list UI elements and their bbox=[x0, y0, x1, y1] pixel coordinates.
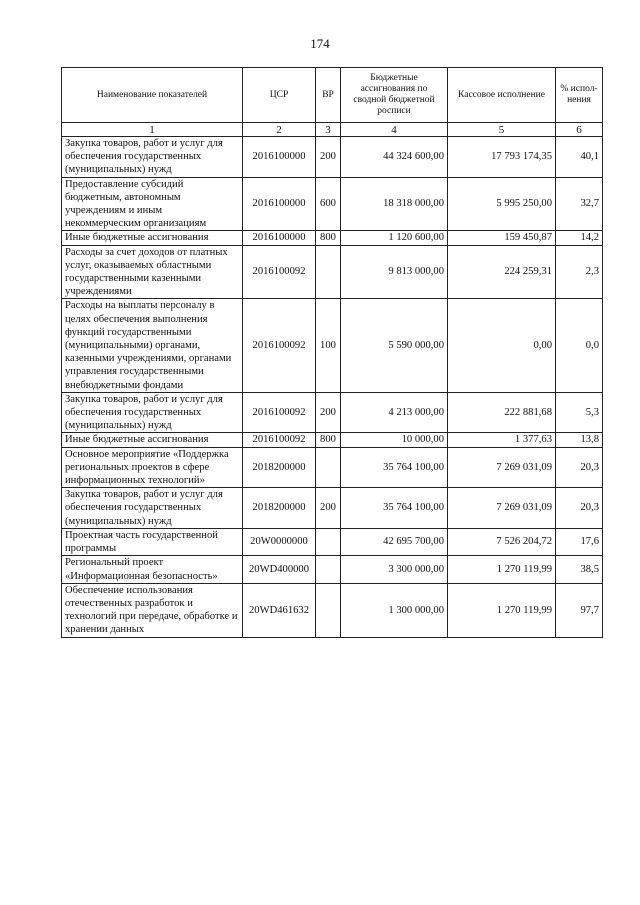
row-name-cell: Закупка товаров, работ и услуг для обеспечения государственных (муниципальных) нужд bbox=[62, 392, 243, 433]
header-percent: % испол-нения bbox=[556, 68, 603, 123]
table-row bbox=[62, 177, 603, 231]
table-row bbox=[62, 488, 603, 529]
header-vr: ВР bbox=[316, 68, 341, 123]
row-vr-cell: 200 bbox=[316, 392, 341, 433]
table-body bbox=[62, 137, 603, 638]
table-row bbox=[62, 433, 603, 447]
row-csr-cell: 20WD400000 bbox=[243, 556, 316, 583]
row-name-cell: Расходы за счет доходов от платных услуг, оказываемых областными государственными казенными учреждениями bbox=[62, 245, 243, 299]
row-vr-cell: 200 bbox=[316, 137, 341, 178]
row-budget-cell: 4 213 000,00 bbox=[341, 392, 448, 433]
row-budget-cell: 5 590 000,00 bbox=[341, 299, 448, 392]
row-vr-cell: 100 bbox=[316, 299, 341, 392]
row-cash-cell: 222 881,68 bbox=[448, 392, 556, 433]
row-csr-cell: 20WD461632 bbox=[243, 583, 316, 637]
row-vr-cell: 800 bbox=[316, 433, 341, 447]
table-row bbox=[62, 447, 603, 488]
row-percent-cell: 32,7 bbox=[556, 177, 603, 231]
row-vr-cell bbox=[316, 528, 341, 555]
row-vr-cell bbox=[316, 447, 341, 488]
row-csr-cell: 2016100092 bbox=[243, 245, 316, 299]
row-name-cell: Закупка товаров, работ и услуг для обеспечения государственных (муниципальных) нужд bbox=[62, 137, 243, 178]
row-vr-cell: 200 bbox=[316, 488, 341, 529]
row-budget-cell: 9 813 000,00 bbox=[341, 245, 448, 299]
row-percent-cell: 5,3 bbox=[556, 392, 603, 433]
row-cash-cell: 0,00 bbox=[448, 299, 556, 392]
header-cash: Кассовое исполнение bbox=[448, 68, 556, 123]
row-name-cell: Предоставление субсидий бюджетным, автономным учреждениям и иным некоммерческим организациям bbox=[62, 177, 243, 231]
row-percent-cell: 40,1 bbox=[556, 137, 603, 178]
row-csr-cell: 2016100092 bbox=[243, 433, 316, 447]
row-vr-cell bbox=[316, 556, 341, 583]
row-percent-cell: 97,7 bbox=[556, 583, 603, 637]
row-vr-cell: 600 bbox=[316, 177, 341, 231]
header-name: Наименование показателей bbox=[62, 68, 243, 123]
row-budget-cell: 1 300 000,00 bbox=[341, 583, 448, 637]
row-budget-cell: 42 695 700,00 bbox=[341, 528, 448, 555]
row-name-cell: Основное мероприятие «Поддержка региональных проектов в сфере информационных технологий» bbox=[62, 447, 243, 488]
table-row bbox=[62, 556, 603, 583]
row-name-cell: Иные бюджетные ассигнования bbox=[62, 433, 243, 447]
budget-execution-table bbox=[61, 67, 603, 638]
column-number: 1 bbox=[62, 123, 243, 137]
row-csr-cell: 2016100092 bbox=[243, 299, 316, 392]
row-name-cell: Обеспечение использования отечественных разработок и технологий при передаче, обработке и хранении данных bbox=[62, 583, 243, 637]
row-vr-cell bbox=[316, 583, 341, 637]
row-cash-cell: 7 526 204,72 bbox=[448, 528, 556, 555]
table-row bbox=[62, 245, 603, 299]
table-row bbox=[62, 231, 603, 245]
row-percent-cell: 2,3 bbox=[556, 245, 603, 299]
table-row bbox=[62, 392, 603, 433]
row-cash-cell: 1 270 119,99 bbox=[448, 583, 556, 637]
row-name-cell: Иные бюджетные ассигнования bbox=[62, 231, 243, 245]
header-budget: Бюджетные ассигнования по сводной бюджетной росписи bbox=[341, 68, 448, 123]
row-cash-cell: 17 793 174,35 bbox=[448, 137, 556, 178]
row-cash-cell: 159 450,87 bbox=[448, 231, 556, 245]
row-csr-cell: 2016100000 bbox=[243, 231, 316, 245]
row-csr-cell: 2018200000 bbox=[243, 447, 316, 488]
row-cash-cell: 1 270 119,99 bbox=[448, 556, 556, 583]
row-percent-cell: 13,8 bbox=[556, 433, 603, 447]
row-percent-cell: 38,5 bbox=[556, 556, 603, 583]
row-csr-cell: 2018200000 bbox=[243, 488, 316, 529]
row-budget-cell: 18 318 000,00 bbox=[341, 177, 448, 231]
table-row bbox=[62, 137, 603, 178]
header-csr: ЦСР bbox=[243, 68, 316, 123]
table-header-row bbox=[62, 68, 603, 123]
column-number: 4 bbox=[341, 123, 448, 137]
row-budget-cell: 35 764 100,00 bbox=[341, 447, 448, 488]
row-percent-cell: 20,3 bbox=[556, 447, 603, 488]
row-vr-cell bbox=[316, 245, 341, 299]
row-vr-cell: 800 bbox=[316, 231, 341, 245]
row-budget-cell: 1 120 600,00 bbox=[341, 231, 448, 245]
page-number: 174 bbox=[310, 36, 330, 51]
table-row bbox=[62, 299, 603, 392]
table-row bbox=[62, 528, 603, 555]
row-name-cell: Закупка товаров, работ и услуг для обеспечения государственных (муниципальных) нужд bbox=[62, 488, 243, 529]
row-percent-cell: 20,3 bbox=[556, 488, 603, 529]
column-number: 5 bbox=[448, 123, 556, 137]
row-csr-cell: 20W0000000 bbox=[243, 528, 316, 555]
row-csr-cell: 2016100092 bbox=[243, 392, 316, 433]
row-cash-cell: 7 269 031,09 bbox=[448, 447, 556, 488]
table-row bbox=[62, 583, 603, 637]
column-number-row bbox=[62, 123, 603, 137]
row-budget-cell: 35 764 100,00 bbox=[341, 488, 448, 529]
row-budget-cell: 10 000,00 bbox=[341, 433, 448, 447]
column-number: 6 bbox=[556, 123, 603, 137]
row-cash-cell: 224 259,31 bbox=[448, 245, 556, 299]
row-cash-cell: 7 269 031,09 bbox=[448, 488, 556, 529]
row-cash-cell: 5 995 250,00 bbox=[448, 177, 556, 231]
column-number: 3 bbox=[316, 123, 341, 137]
row-cash-cell: 1 377,63 bbox=[448, 433, 556, 447]
row-csr-cell: 2016100000 bbox=[243, 137, 316, 178]
row-budget-cell: 3 300 000,00 bbox=[341, 556, 448, 583]
row-percent-cell: 17,6 bbox=[556, 528, 603, 555]
row-percent-cell: 0,0 bbox=[556, 299, 603, 392]
column-number: 2 bbox=[243, 123, 316, 137]
row-budget-cell: 44 324 600,00 bbox=[341, 137, 448, 178]
row-name-cell: Региональный проект «Информационная безопасность» bbox=[62, 556, 243, 583]
row-name-cell: Проектная часть государственной программы bbox=[62, 528, 243, 555]
row-percent-cell: 14,2 bbox=[556, 231, 603, 245]
row-csr-cell: 2016100000 bbox=[243, 177, 316, 231]
row-name-cell: Расходы на выплаты персоналу в целях обеспечения выполнения функций государственными (муниципальными) органами, казенными учреждениями, органами управления государственными внебюджетными фондами bbox=[62, 299, 243, 392]
